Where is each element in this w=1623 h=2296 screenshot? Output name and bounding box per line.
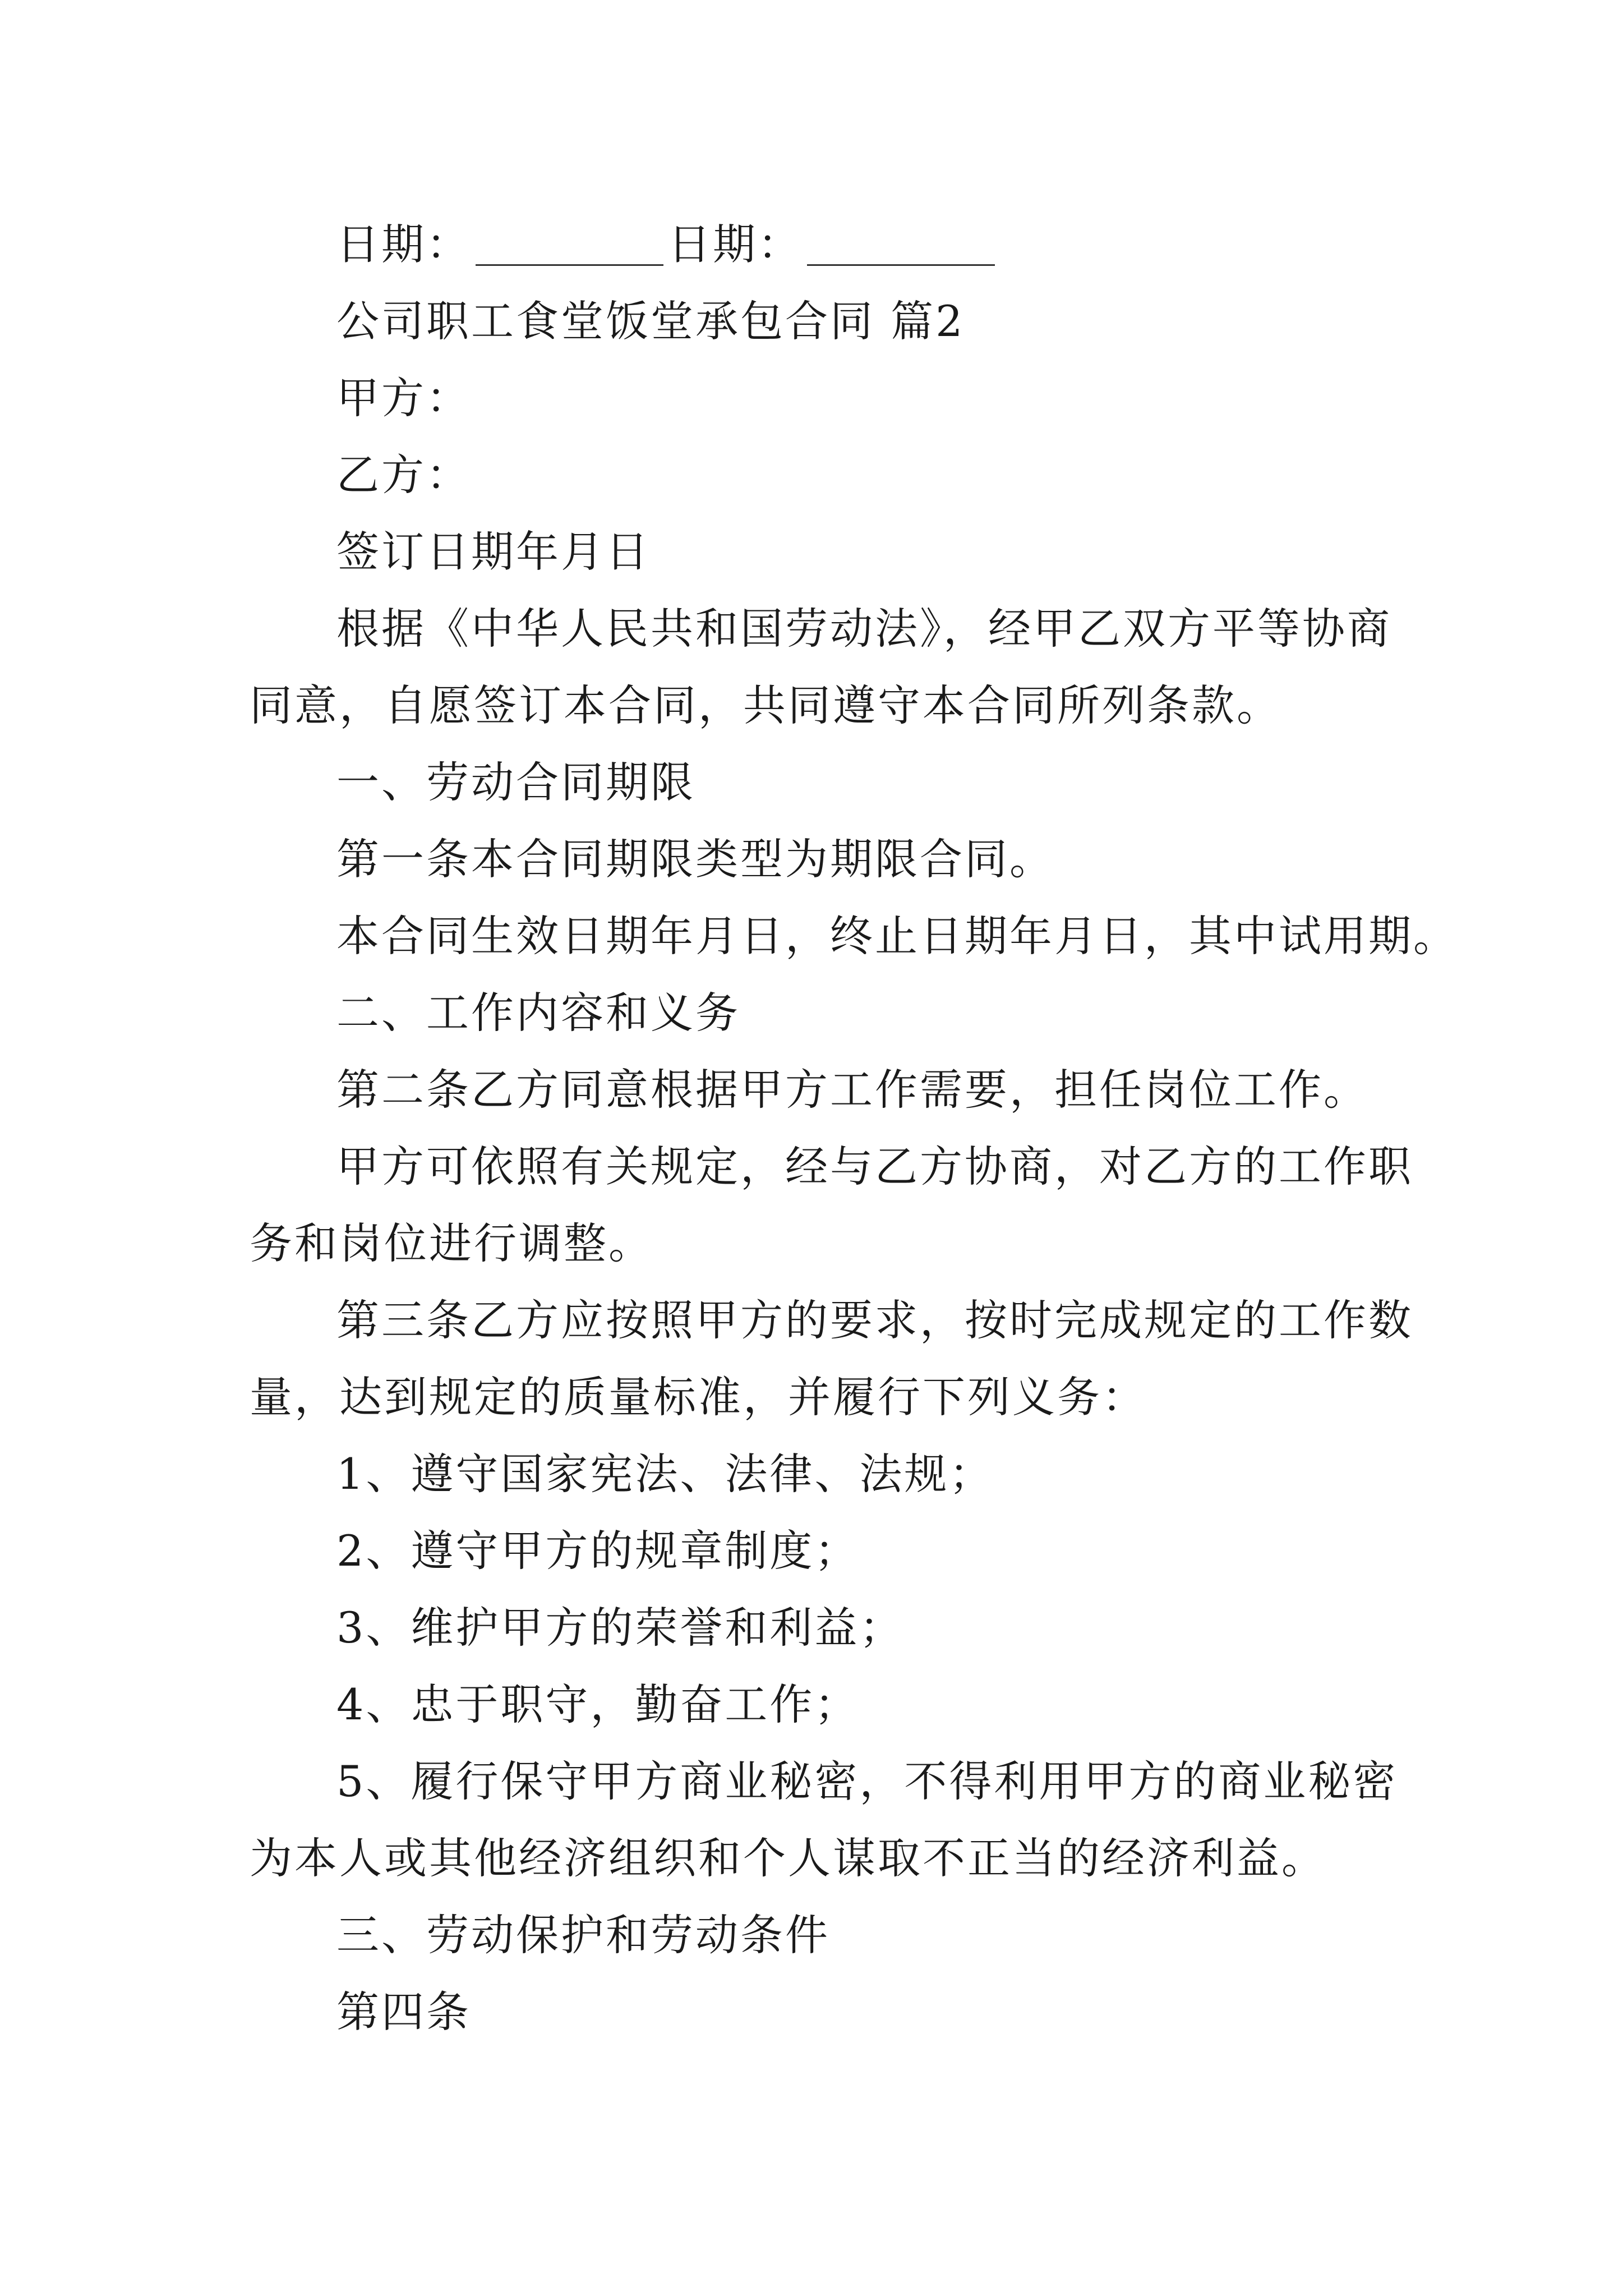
article-4: 第四条 xyxy=(336,1987,471,2037)
date-label-1: 日期： xyxy=(336,219,471,269)
article-3-line-2: 量，达到规定的质量标准，并履行下列义务： xyxy=(250,1372,1147,1422)
article-2: 第二条乙方同意根据甲方工作需要，担任岗位工作。 xyxy=(336,1065,1368,1115)
duty-5-line-2: 为本人或其他经济组织和个人谋取不正当的经济利益。 xyxy=(250,1833,1326,1883)
duty-item: 3、维护甲方的荣誉和利益； xyxy=(336,1603,905,1653)
date-row xyxy=(336,219,999,269)
date-label-2: 日期： xyxy=(668,219,803,269)
duty-5-line-1: 5、履行保守甲方商业秘密，不得利用甲方的商业秘密 xyxy=(336,1756,1398,1806)
section-2-heading: 二、工作内容和义务 xyxy=(336,988,740,1038)
contract-title: 公司职工食堂饭堂承包合同 篇2 xyxy=(336,296,965,346)
intro-line-2: 同意，自愿签订本合同，共同遵守本合同所列条款。 xyxy=(250,680,1281,730)
duty-item: 4、忠于职守，勤奋工作； xyxy=(336,1680,860,1729)
date-blank-1 xyxy=(476,231,663,266)
article-3-line-1: 第三条乙方应按照甲方的要求，按时完成规定的工作数 xyxy=(336,1295,1413,1345)
party-a-label: 甲方： xyxy=(336,373,471,423)
article-1: 第一条本合同期限类型为期限合同。 xyxy=(336,834,1054,884)
date-blank-2 xyxy=(807,231,995,266)
party-b-label: 乙方： xyxy=(336,450,471,500)
article-1-detail: 本合同生效日期年月日，终止日期年月日，其中试用期。 xyxy=(336,911,1458,961)
article-2-detail-line-1: 甲方可依照有关规定，经与乙方协商，对乙方的工作职 xyxy=(336,1142,1413,1191)
duty-item: 2、遵守甲方的规章制度； xyxy=(336,1526,860,1576)
section-1-heading: 一、劳动合同期限 xyxy=(336,757,695,807)
sign-date: 签订日期年月日 xyxy=(336,527,651,577)
article-2-detail-line-2: 务和岗位进行调整。 xyxy=(250,1218,653,1268)
intro-line-1: 根据《中华人民共和国劳动法》，经甲乙双方平等协商 xyxy=(336,604,1392,654)
duty-item: 1、遵守国家宪法、法律、法规； xyxy=(336,1449,994,1499)
section-3-heading: 三、劳动保护和劳动条件 xyxy=(336,1910,830,1960)
